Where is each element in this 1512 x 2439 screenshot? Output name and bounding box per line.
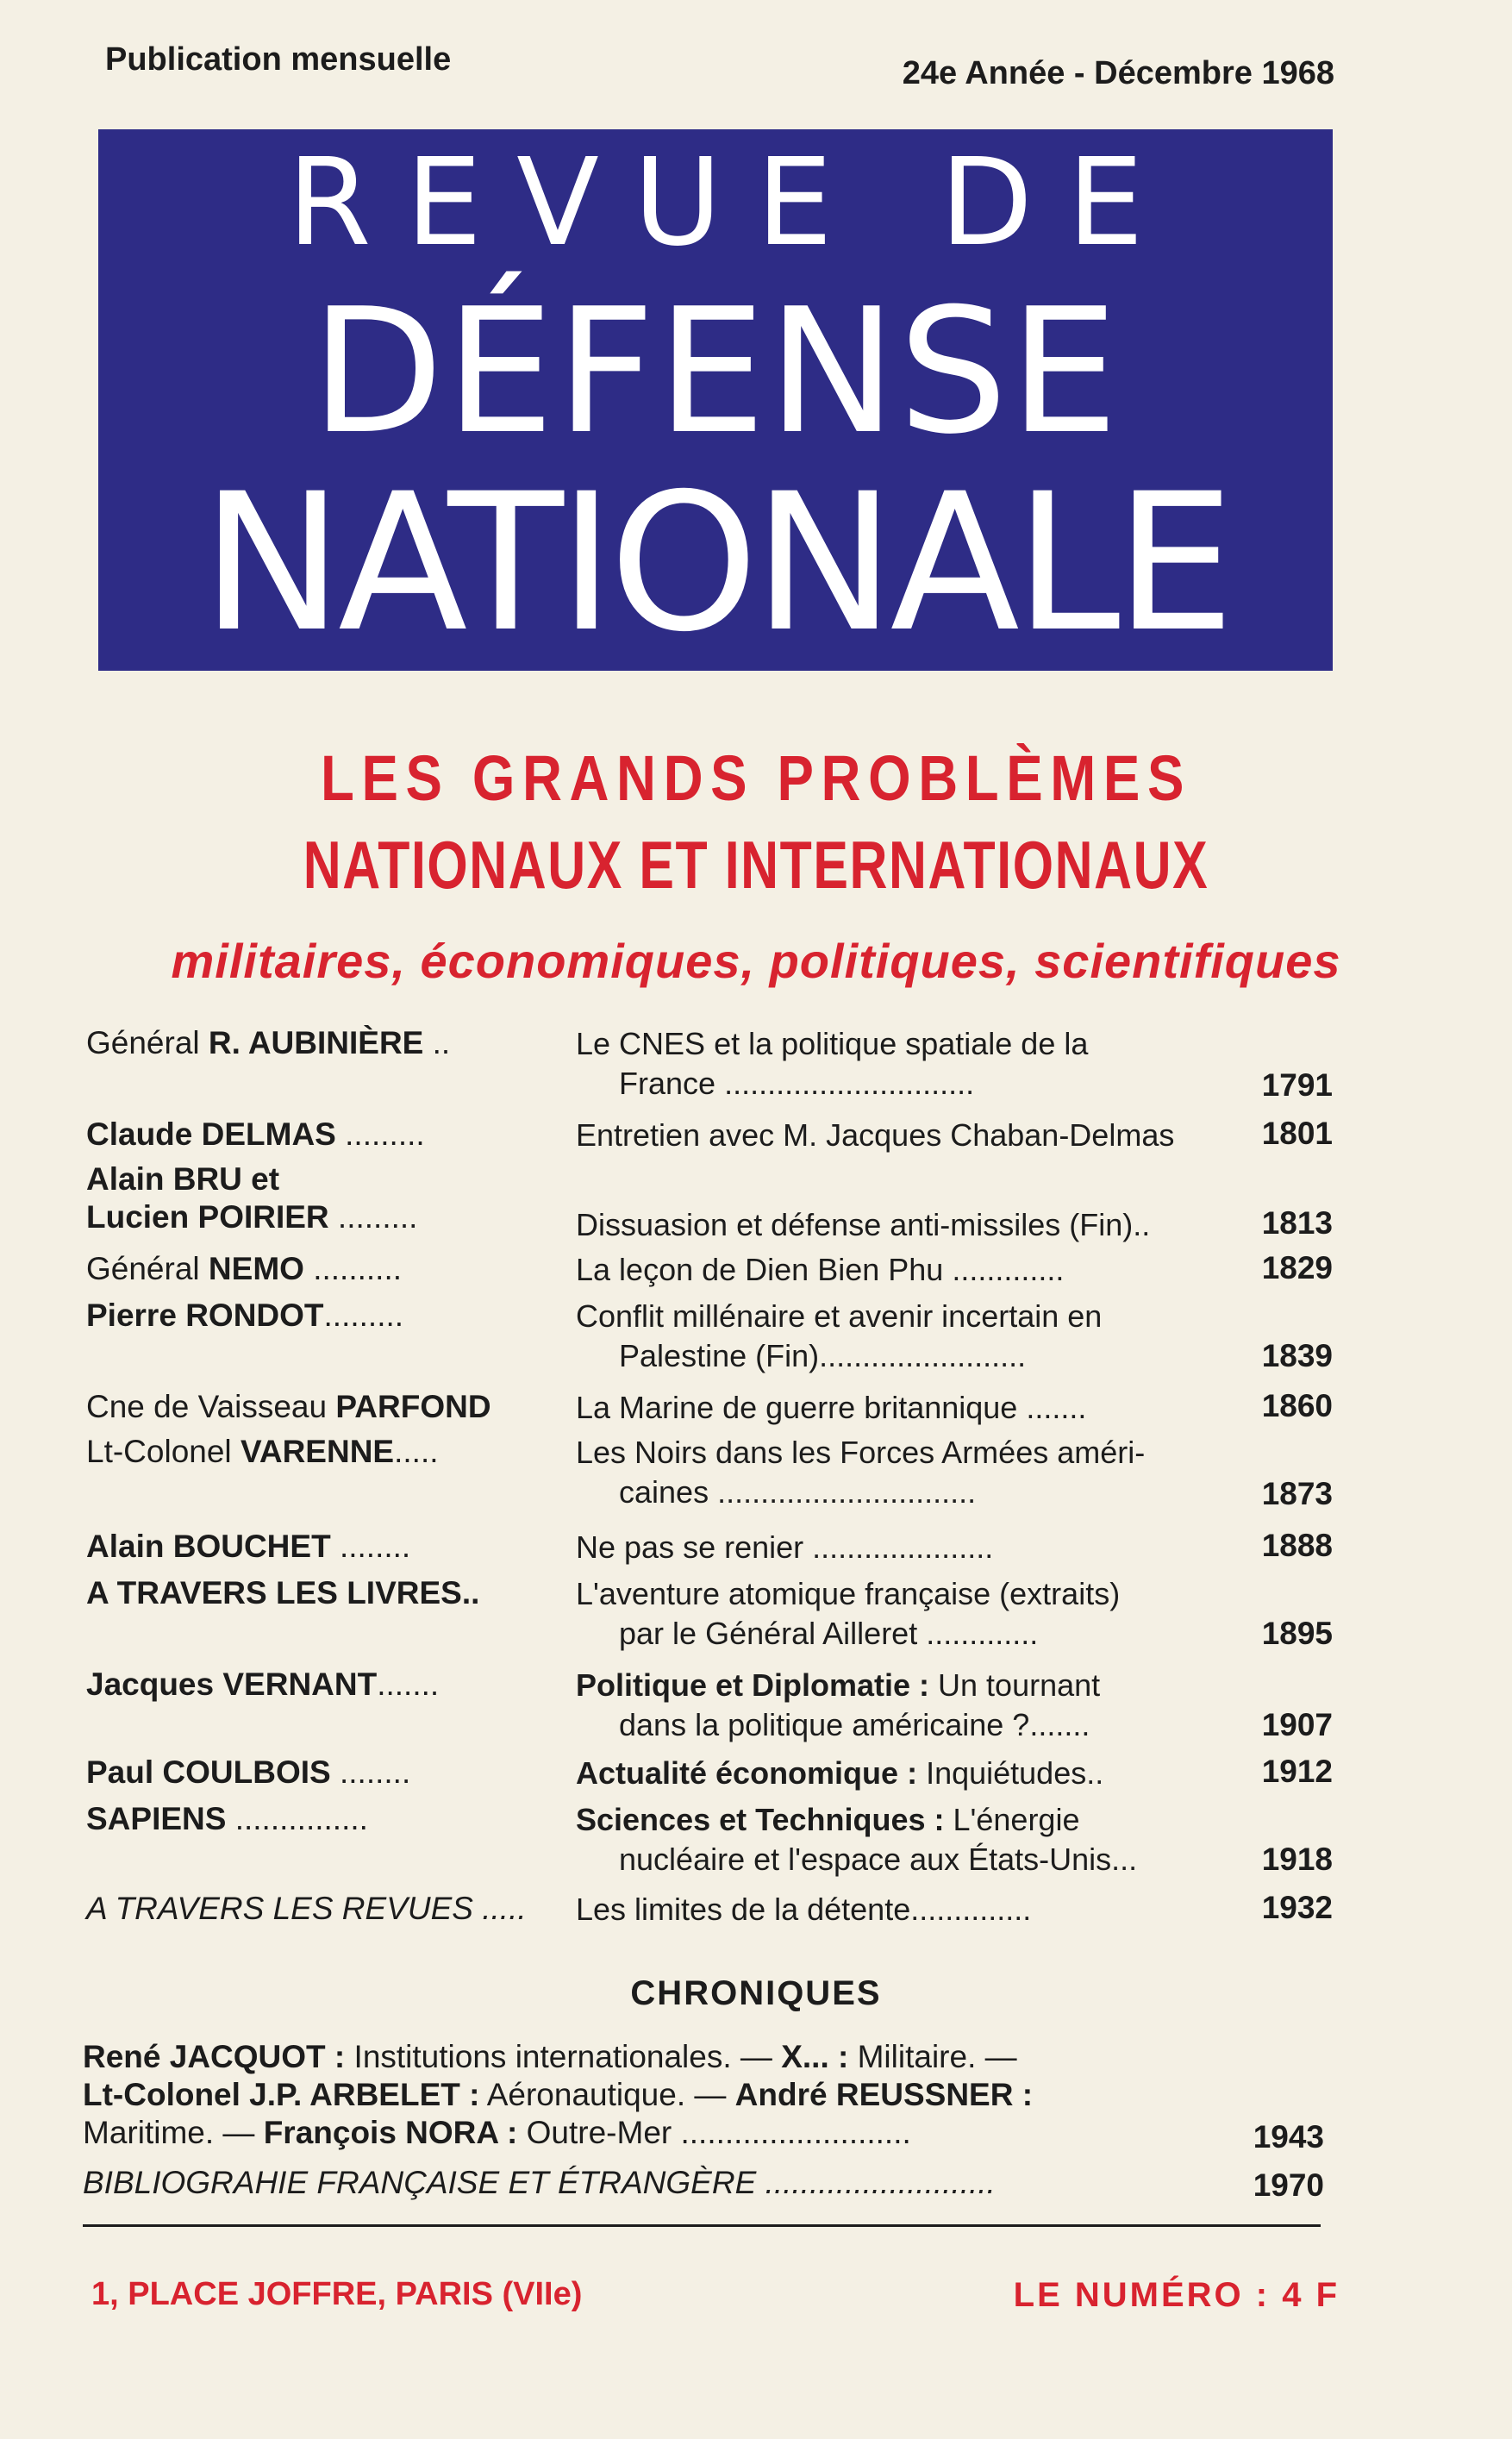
toc-title: La leçon de Dien Bien Phu ............. xyxy=(576,1252,1065,1287)
toc-page: 1873 xyxy=(1261,1476,1333,1511)
toc-page: 1791 xyxy=(1261,1067,1333,1103)
toc-title: L'aventure atomique française (extraits) par le Général Ailleret ............. xyxy=(576,1576,1121,1651)
issue-price: LE NUMÉRO : 4 F xyxy=(1013,2276,1340,2314)
toc-title: Ne pas se renier ..................... xyxy=(576,1529,994,1565)
toc-author: Jacques VERNANT....... xyxy=(86,1667,440,1702)
issue-date: 24e Année - Décembre 1968 xyxy=(902,55,1334,91)
toc-author: Pierre RONDOT......... xyxy=(86,1298,404,1333)
toc-title: Le CNES et la politique spatiale de la France ............................. xyxy=(576,1026,1089,1101)
toc-title: Sciences et Techniques : L'énergie nucléaire et l'espace aux États-Unis... xyxy=(576,1802,1138,1877)
toc-author: Paul COULBOIS ........ xyxy=(86,1754,411,1790)
toc-author: A TRAVERS LES REVUES ..... xyxy=(86,1891,527,1926)
toc-page: 1801 xyxy=(1261,1116,1333,1151)
toc-author: A TRAVERS LES LIVRES.. xyxy=(86,1575,480,1610)
toc-title: Les Noirs dans les Forces Armées améri- caines .............................. xyxy=(576,1435,1146,1510)
toc-page: 1839 xyxy=(1261,1338,1333,1373)
toc-page: 1907 xyxy=(1261,1707,1333,1742)
masthead xyxy=(98,129,1333,671)
subtitle-line-1: LES GRANDS PROBLÈMES xyxy=(320,742,1192,814)
toc-author: Alain BOUCHET ........ xyxy=(86,1529,411,1564)
toc-author: SAPIENS ............... xyxy=(86,1801,368,1836)
toc-page: 1895 xyxy=(1261,1616,1333,1651)
masthead-line-1: REVUE DE xyxy=(287,133,1178,273)
chroniques-line-2: Lt-Colonel J.P. ARBELET : Aéronautique. — André REUSSNER : xyxy=(83,2077,1034,2112)
publication-frequency: Publication mensuelle xyxy=(105,41,452,78)
toc-title: Actualité économique : Inquiétudes.. xyxy=(576,1755,1104,1791)
toc-title: La Marine de guerre britannique ....... xyxy=(576,1390,1087,1425)
toc-author: Général R. AUBINIÈRE .. xyxy=(86,1025,451,1060)
masthead-line-3: NATIONALE xyxy=(201,453,1230,673)
footer-divider xyxy=(83,2224,1321,2227)
chroniques-page: 1943 xyxy=(1253,2119,1324,2154)
bibliography-line: BIBLIOGRAHIE FRANÇAISE ET ÉTRANGÈRE .......................... xyxy=(83,2165,996,2200)
publisher-address: 1, PLACE JOFFRE, PARIS (VIIe) xyxy=(91,2276,583,2312)
toc-page: 1829 xyxy=(1261,1250,1333,1285)
toc-author: Lt-Colonel VARENNE..... xyxy=(86,1434,439,1469)
chroniques-line-1: René JACQUOT : Institutions internationales. — X... : Militaire. — xyxy=(83,2039,1017,2074)
toc-author: Général NEMO .......... xyxy=(86,1251,402,1286)
toc-title: Dissuasion et défense anti-missiles (Fin).. xyxy=(576,1207,1151,1242)
toc-title: Les limites de la détente.............. xyxy=(576,1892,1032,1927)
toc-author: Claude DELMAS ......... xyxy=(86,1116,425,1152)
toc-page: 1918 xyxy=(1261,1842,1333,1877)
chroniques-line-3: Maritime. — François NORA : Outre-Mer .......................... xyxy=(83,2115,911,2150)
toc-page: 1813 xyxy=(1261,1205,1333,1241)
toc-title: Politique et Diplomatie : Un tournant dans la politique américaine ?....... xyxy=(576,1667,1101,1742)
masthead-line-2: DÉFENSE xyxy=(310,272,1121,472)
toc-title: Entretien avec M. Jacques Chaban-Delmas xyxy=(576,1117,1175,1153)
toc-page: 1888 xyxy=(1261,1528,1333,1563)
subtitle-line-2: NATIONAUX ET INTERNATIONAUX xyxy=(303,827,1209,903)
chroniques-heading: CHRONIQUES xyxy=(630,1974,882,2012)
toc-page: 1860 xyxy=(1261,1388,1333,1423)
toc-page: 1932 xyxy=(1261,1890,1333,1925)
toc-page: 1912 xyxy=(1261,1754,1333,1789)
toc-author: Alain BRU et Lucien POIRIER ......... xyxy=(86,1161,418,1235)
bibliography-page: 1970 xyxy=(1253,2167,1324,2203)
toc-author: Cne de Vaisseau PARFOND xyxy=(86,1389,491,1424)
toc-title: Conflit millénaire et avenir incertain en Palestine (Fin)........................ xyxy=(576,1298,1103,1373)
subtitle-line-3: militaires, économiques, politiques, scientifiques xyxy=(171,934,1341,988)
